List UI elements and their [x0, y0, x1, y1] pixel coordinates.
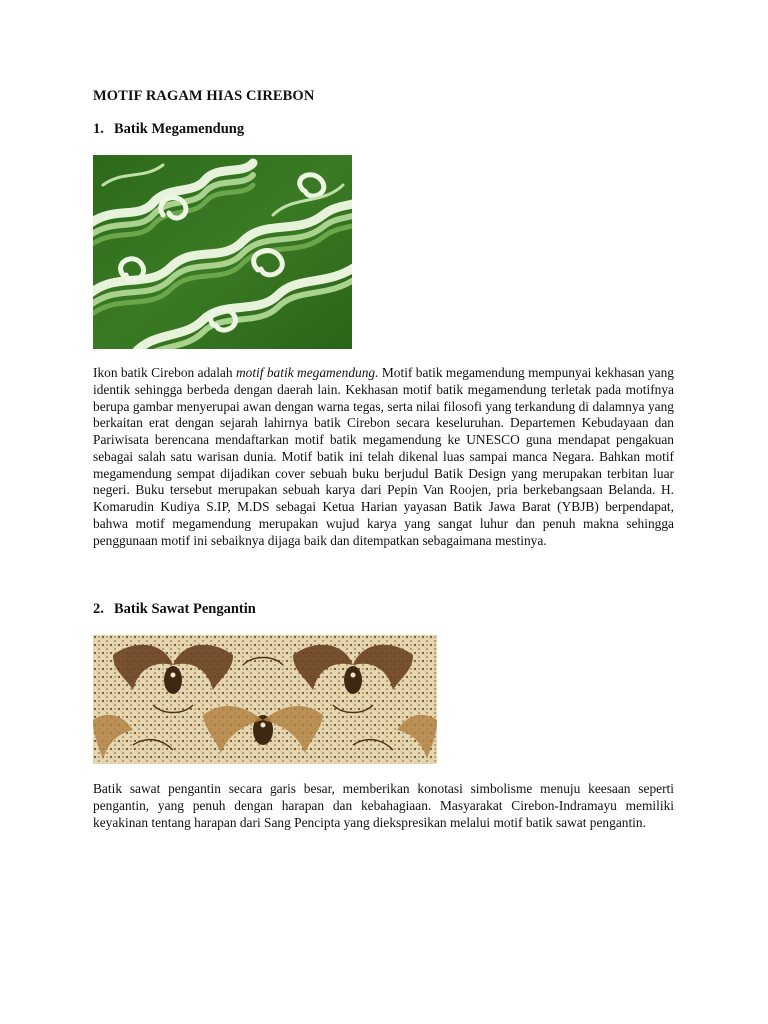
- section-heading-sawat-pengantin: [93, 601, 256, 618]
- section-title: Batik Megamendung: [114, 121, 245, 137]
- section-number: 1.: [93, 121, 104, 137]
- section-heading-megamendung: [93, 121, 244, 138]
- paragraph-lead: Ikon batik Cirebon adalah: [93, 365, 236, 380]
- batik-megamendung-image: [93, 155, 352, 349]
- paragraph-emphasis: motif batik megamendung.: [235, 365, 379, 380]
- page-title: MOTIF RAGAM HIAS CIREBON: [93, 88, 315, 104]
- batik-sawat-pengantin-image: [93, 635, 437, 764]
- sawat-pengantin-paragraph: Batik sawat pengantin secara garis besar, memberikan konotasi simbolisme menuju keesaan seperti pengantin, yang penuh dengan harapan dan kebahagiaan. Masyarakat Cirebon-Indramayu memiliki keyakinan tentang harapan dari Sang Pencipta yang diekspresikan melalui motif batik sawat pengantin.: [93, 781, 674, 830]
- paragraph-body: Motif batik megamendung mempunyai kekhasan yang identik sehingga berbeda dengan daerah lain. Kekhasan motif batik megamendung terletak pada motifnya berupa gambar menyerupai awan dengan warna tegas, serta nilai filosofi yang terkandung di dalamnya yang berkaitan erat dengan sejarah lahirnya batik Cirebon secara keseluruhan. Departemen Kebudayaan dan Pariwisata berencana mendaftarkan motif batik megamendung ke UNESCO guna mendapat pengakuan sebagai salah satu warisan dunia. Motif batik ini telah dikenal luas sampai manca Negara. Bahkan motif megamendung sempat dijadikan cover sebuah buku berjudul Batik Design yang merupakan terbitan luar negeri. Buku tersebut merupakan sebuah karya dari Pepin Van Roojen, pria berkebangsaan Belanda. H. Komarudin Kudiya S.IP, M.DS sebagai Ketua Harian yayasan Batik Jawa Barat (YBJB) berpendapat, bahwa motif megamendung merupakan wujud karya yang sangat luhur dan penuh makna sehingga penggunaan motif ini sebaiknya dijaga baik dan ditempatkan sebagaimana mestinya.: [93, 365, 674, 548]
- section-title: Batik Sawat Pengantin: [114, 601, 256, 617]
- megamendung-paragraph: [93, 365, 674, 549]
- section-number: 2.: [93, 601, 104, 617]
